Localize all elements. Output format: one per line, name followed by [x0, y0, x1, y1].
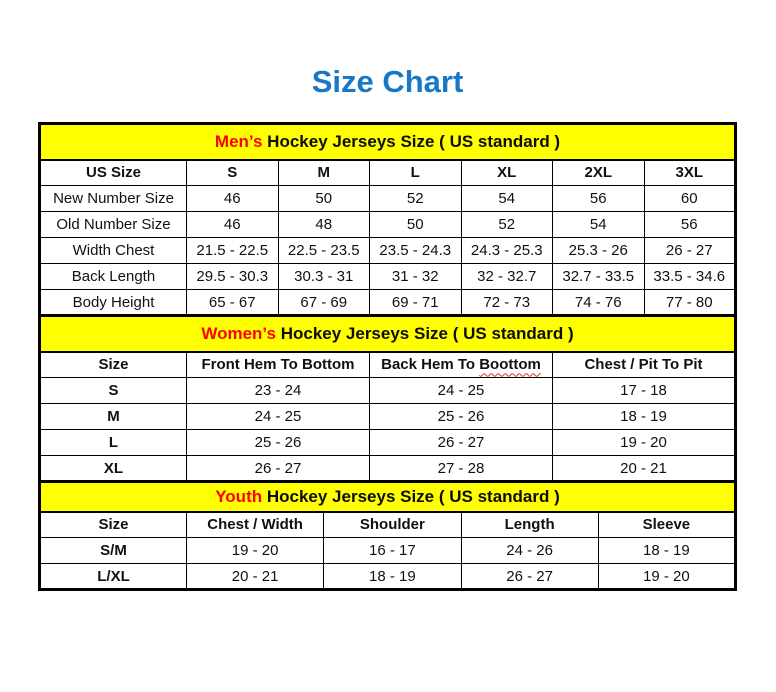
column-header: Front Hem To Bottom	[187, 352, 370, 378]
column-header: Chest / Width	[187, 512, 324, 538]
value-cell: 52	[461, 212, 553, 238]
value-cell: 25 - 26	[187, 430, 370, 456]
value-cell: 52	[370, 186, 462, 212]
youth-band-heading	[40, 482, 736, 512]
value-cell: 74 - 76	[553, 290, 645, 316]
row-label: S	[40, 378, 187, 404]
column-header: 2XL	[553, 160, 645, 186]
row-label: Body Height	[40, 290, 187, 316]
band-highlight-word: Women’s	[201, 323, 276, 343]
value-cell: 31 - 32	[370, 264, 462, 290]
value-cell: 48	[278, 212, 370, 238]
row-label: L	[40, 430, 187, 456]
misspelled-word: Boottom	[479, 356, 541, 374]
row-label: S/M	[40, 538, 187, 564]
womens-band-heading	[40, 316, 736, 352]
value-cell: 17 - 18	[553, 378, 736, 404]
value-cell: 23 - 24	[187, 378, 370, 404]
column-header: Size	[40, 512, 187, 538]
value-cell: 26 - 27	[461, 564, 598, 590]
band-highlight-word: Youth	[215, 486, 263, 506]
value-cell: 18 - 19	[598, 538, 735, 564]
column-header	[370, 352, 553, 378]
value-cell: 54	[553, 212, 645, 238]
mens-band-heading	[40, 124, 736, 160]
table-row	[40, 212, 736, 238]
row-label: Old Number Size	[40, 212, 187, 238]
table-row	[40, 290, 736, 316]
value-cell: 60	[644, 186, 736, 212]
column-header: Shoulder	[324, 512, 461, 538]
row-label: Back Length	[40, 264, 187, 290]
mens-header-row	[40, 160, 736, 186]
youth-band-row	[40, 482, 736, 512]
value-cell: 23.5 - 24.3	[370, 238, 462, 264]
row-label: New Number Size	[40, 186, 187, 212]
value-cell: 16 - 17	[324, 538, 461, 564]
row-label: M	[40, 404, 187, 430]
youth-table-body	[40, 482, 736, 590]
value-cell: 46	[187, 186, 279, 212]
youth-header-row	[40, 512, 736, 538]
value-cell: 72 - 73	[461, 290, 553, 316]
row-label: Width Chest	[40, 238, 187, 264]
table-row	[40, 430, 736, 456]
value-cell: 67 - 69	[278, 290, 370, 316]
value-cell: 54	[461, 186, 553, 212]
value-cell: 19 - 20	[598, 564, 735, 590]
youth-size-table	[38, 480, 737, 591]
mens-band-row	[40, 124, 736, 160]
value-cell: 32.7 - 33.5	[553, 264, 645, 290]
column-header: Sleeve	[598, 512, 735, 538]
value-cell: 69 - 71	[370, 290, 462, 316]
column-header: XL	[461, 160, 553, 186]
header-text: Back Hem To	[381, 356, 480, 374]
value-cell: 32 - 32.7	[461, 264, 553, 290]
table-row	[40, 538, 736, 564]
value-cell: 26 - 27	[187, 456, 370, 482]
womens-table-body	[40, 316, 736, 482]
row-label: L/XL	[40, 564, 187, 590]
table-row	[40, 404, 736, 430]
column-header: Size	[40, 352, 187, 378]
value-cell: 24 - 26	[461, 538, 598, 564]
value-cell: 56	[644, 212, 736, 238]
table-row	[40, 186, 736, 212]
row-label: XL	[40, 456, 187, 482]
value-cell: 29.5 - 30.3	[187, 264, 279, 290]
value-cell: 26 - 27	[644, 238, 736, 264]
size-tables	[38, 122, 737, 591]
band-heading-text: Hockey Jerseys Size ( US standard )	[262, 131, 561, 151]
table-row	[40, 378, 736, 404]
value-cell: 50	[278, 186, 370, 212]
value-cell: 27 - 28	[370, 456, 553, 482]
value-cell: 30.3 - 31	[278, 264, 370, 290]
column-header: Chest / Pit To Pit	[553, 352, 736, 378]
column-header: L	[370, 160, 462, 186]
value-cell: 18 - 19	[324, 564, 461, 590]
value-cell: 50	[370, 212, 462, 238]
value-cell: 24.3 - 25.3	[461, 238, 553, 264]
value-cell: 20 - 21	[553, 456, 736, 482]
column-header: Length	[461, 512, 598, 538]
value-cell: 56	[553, 186, 645, 212]
column-header: US Size	[40, 160, 187, 186]
value-cell: 20 - 21	[187, 564, 324, 590]
womens-header-row	[40, 352, 736, 378]
value-cell: 21.5 - 22.5	[187, 238, 279, 264]
value-cell: 22.5 - 23.5	[278, 238, 370, 264]
value-cell: 24 - 25	[370, 378, 553, 404]
value-cell: 18 - 19	[553, 404, 736, 430]
band-heading-text: Hockey Jerseys Size ( US standard )	[262, 486, 560, 506]
table-row	[40, 264, 736, 290]
value-cell: 25.3 - 26	[553, 238, 645, 264]
value-cell: 24 - 25	[187, 404, 370, 430]
value-cell: 77 - 80	[644, 290, 736, 316]
table-row	[40, 564, 736, 590]
mens-size-table	[38, 122, 737, 317]
womens-size-table	[38, 314, 737, 483]
column-header: 3XL	[644, 160, 736, 186]
table-row	[40, 238, 736, 264]
value-cell: 46	[187, 212, 279, 238]
value-cell: 19 - 20	[187, 538, 324, 564]
value-cell: 25 - 26	[370, 404, 553, 430]
mens-table-body	[40, 124, 736, 316]
value-cell: 65 - 67	[187, 290, 279, 316]
column-header: M	[278, 160, 370, 186]
value-cell: 26 - 27	[370, 430, 553, 456]
womens-band-row	[40, 316, 736, 352]
band-highlight-word: Men’s	[214, 131, 263, 151]
page-title: Size Chart	[311, 64, 464, 99]
column-header: S	[187, 160, 279, 186]
band-heading-text: Hockey Jerseys Size ( US standard )	[275, 323, 574, 343]
value-cell: 19 - 20	[553, 430, 736, 456]
table-row	[40, 456, 736, 482]
value-cell: 33.5 - 34.6	[644, 264, 736, 290]
